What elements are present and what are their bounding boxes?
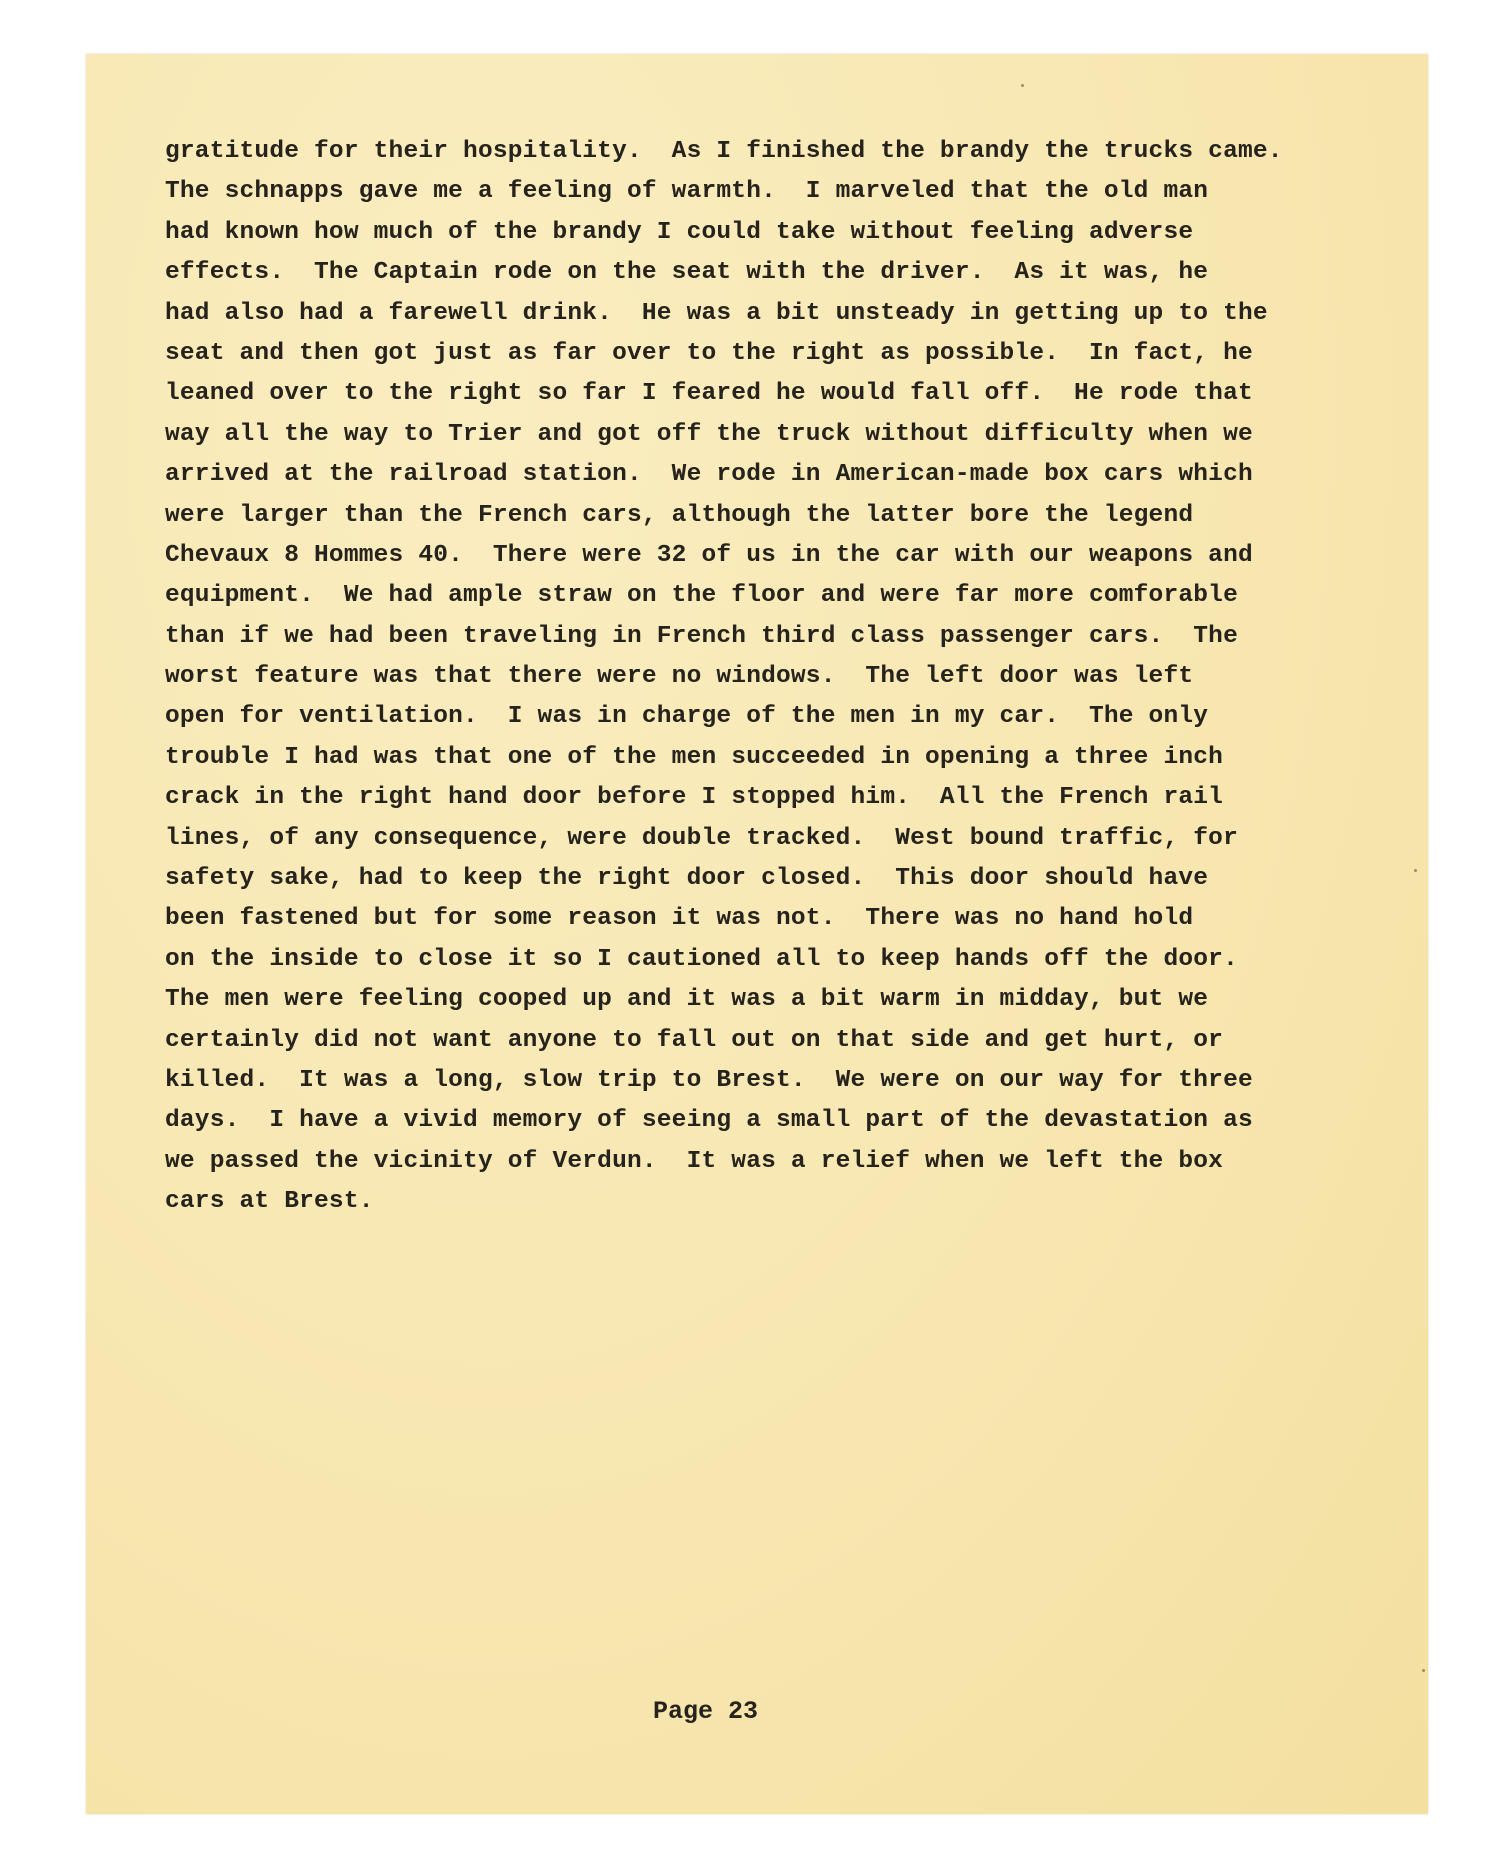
text-line: Chevaux 8 Hommes 40. There were 32 of us in the car with our weapons and	[165, 541, 1253, 569]
text-line: crack in the right hand door before I stopped him. All the French rail	[165, 784, 1224, 812]
typed-body-text	[165, 132, 1435, 1223]
text-line: The schnapps gave me a feeling of warmth. I marveled that the old man	[165, 178, 1209, 206]
text-line: been fastened but for some reason it was not. There was no hand hold	[165, 905, 1194, 933]
text-line: cars at Brest.	[165, 1188, 374, 1216]
text-line: than if we had been traveling in French third class passenger cars. The	[165, 622, 1238, 650]
text-line: The men were feeling cooped up and it was a bit warm in midday, but we	[165, 986, 1209, 1014]
paper-speck	[1021, 84, 1024, 87]
text-line: on the inside to close it so I cautioned all to keep hands off the door.	[165, 945, 1238, 973]
text-line: effects. The Captain rode on the seat with the driver. As it was, he	[165, 259, 1209, 287]
text-line: worst feature was that there were no windows. The left door was left	[165, 663, 1194, 691]
text-line: days. I have a vivid memory of seeing a small part of the devastation as	[165, 1107, 1253, 1135]
text-line: arrived at the railroad station. We rode in American-made box cars which	[165, 461, 1253, 489]
text-line: we passed the vicinity of Verdun. It was a relief when we left the box	[165, 1147, 1224, 1175]
text-line: trouble I had was that one of the men succeeded in opening a three inch	[165, 743, 1224, 771]
text-line: leaned over to the right so far I feared he would fall off. He rode that	[165, 380, 1253, 408]
text-line: killed. It was a long, slow trip to Brest. We were on our way for three	[165, 1066, 1253, 1094]
text-line: were larger than the French cars, although the latter bore the legend	[165, 501, 1194, 529]
text-line: had known how much of the brandy I could take without feeling adverse	[165, 218, 1194, 246]
text-line: lines, of any consequence, were double tracked. West bound traffic, for	[165, 824, 1238, 852]
text-line: open for ventilation. I was in charge of the men in my car. The only	[165, 703, 1209, 731]
paper-speck	[1422, 1669, 1425, 1672]
text-line: way all the way to Trier and got off the truck without difficulty when we	[165, 420, 1253, 448]
text-line: seat and then got just as far over to the right as possible. In fact, he	[165, 339, 1253, 367]
page-number: Page 23	[653, 1697, 759, 1726]
text-line: gratitude for their hospitality. As I finished the brandy the trucks came.	[165, 138, 1283, 165]
text-line: had also had a farewell drink. He was a bit unsteady in getting up to the	[165, 299, 1268, 327]
text-line: equipment. We had ample straw on the floor and were far more comforable	[165, 582, 1238, 610]
text-line: certainly did not want anyone to fall out on that side and get hurt, or	[165, 1026, 1224, 1054]
text-line: safety sake, had to keep the right door closed. This door should have	[165, 865, 1209, 893]
